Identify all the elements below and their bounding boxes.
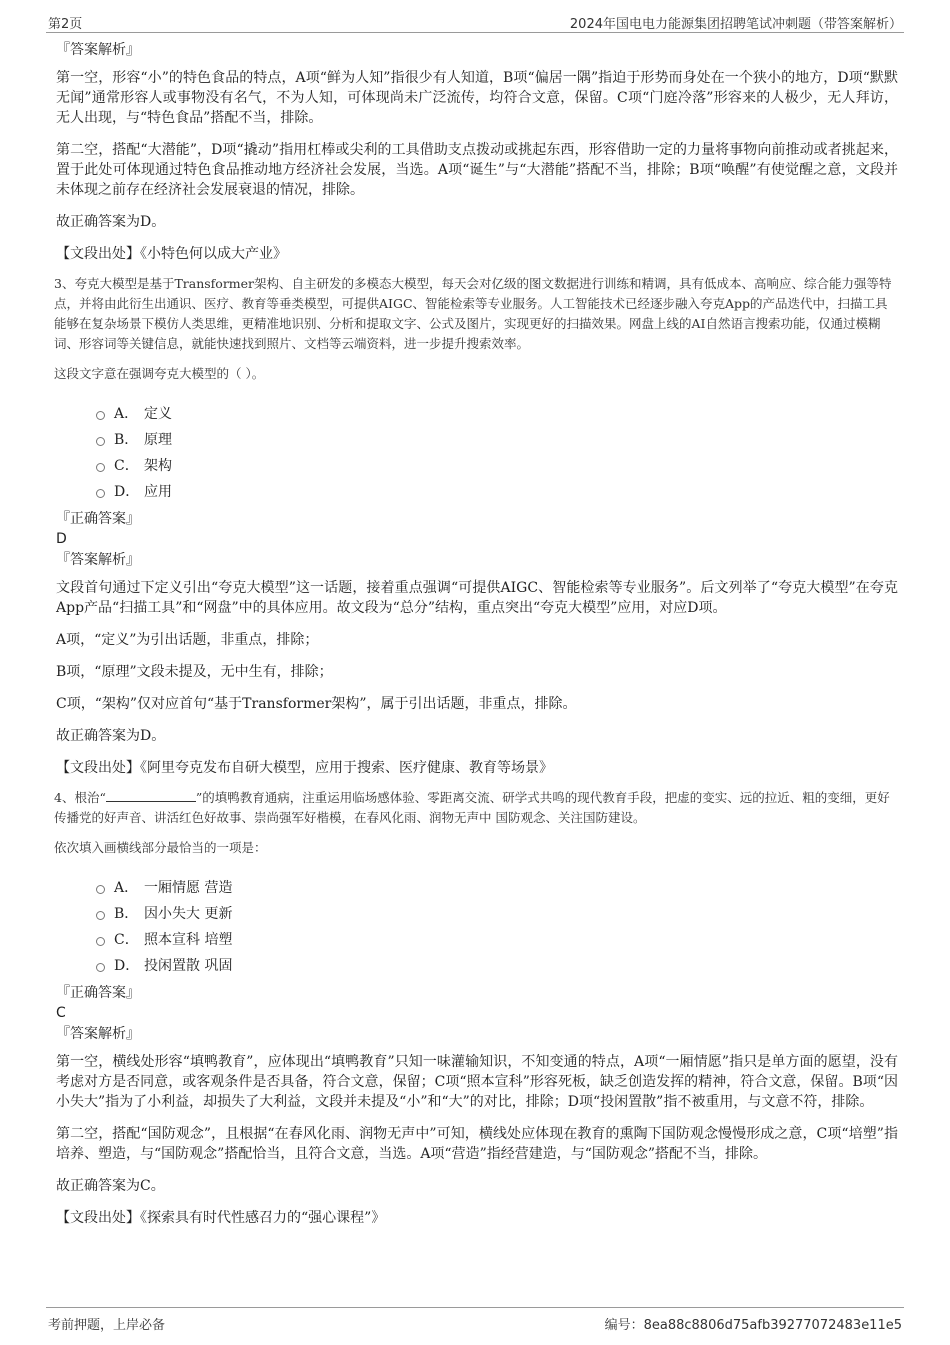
q4-prefix: 4、根治“ <box>54 790 106 805</box>
q3-analysis-label: 『答案解析』 <box>56 552 140 568</box>
option-letter: D． <box>114 958 140 974</box>
q3-answer-label: 『正确答案』 <box>56 511 140 527</box>
document-title: 2024年国电电力能源集团招聘笔试冲刺题（带答案解析） <box>569 17 902 32</box>
q3-option-b[interactable] <box>96 426 898 452</box>
q4-analysis-para-1: 第一空，横线处形容“填鸭教育”，应体现出“填鸭教育”只知一味灌输知识，不知变通的特点，A项“一厢情愿”指只是单方面的愿望，没有考虑对方是否同意，或客观条件是否具备，符合文意，保留；C项“照本宣科”形容死板，缺乏创造发挥的精神，符合文意，保留。B项“因小失大”指为了小利益，却损失了大利益，文段并未提及“小”和“大”的对比，排除；D项“投闲置散”指不被重用，与文意不符，排除。 <box>56 1054 898 1110</box>
q2-source: 【文段出处】《小特色何以成大产业》 <box>56 246 287 262</box>
option-text: 一厢情愿 营造 <box>144 880 233 896</box>
page-header <box>46 10 904 33</box>
q4-analysis-para-3: 故正确答案为C。 <box>56 1178 165 1194</box>
page-content <box>56 40 898 1238</box>
q4-option-b[interactable] <box>96 900 898 926</box>
q3-option-c[interactable] <box>96 452 898 478</box>
footer-slogan: 考前押题，上岸必备 <box>48 1318 166 1333</box>
q3-analysis-para-2: A项，“定义”为引出话题，非重点，排除； <box>56 632 319 648</box>
q4-answer: C <box>56 1005 66 1021</box>
radio-icon[interactable] <box>96 437 105 446</box>
document-code: 编号：8ea88c8806d75afb39277072483e11e5 <box>604 1318 902 1333</box>
option-text: 投闲置散 巩固 <box>144 958 233 974</box>
option-letter: A． <box>114 880 139 896</box>
option-text: 照本宣科 培塑 <box>144 932 233 948</box>
q3-answer: D <box>56 531 67 547</box>
option-text: 定义 <box>144 406 172 422</box>
q2-analysis-para-3: 故正确答案为D。 <box>56 214 166 230</box>
q4-analysis-para-2: 第二空，搭配“国防观念”，且根据“在春风化雨、润物无声中”可知，横线处应体现在教育的熏陶下国防观念慢慢形成之意，C项“培塑”指培养、塑造，与“国防观念”搭配恰当，且符合文意，当选。A项“营造”指经营建造，与“国防观念”搭配不当，排除。 <box>56 1126 898 1162</box>
q2-analysis-label: 『答案解析』 <box>56 42 140 58</box>
q4-option-d[interactable] <box>96 952 898 978</box>
radio-icon[interactable] <box>96 911 105 920</box>
q4-stem: 依次填入画横线部分最恰当的一项是： <box>54 840 267 855</box>
option-letter: B． <box>114 906 139 922</box>
q3-analysis-para-3: B项，“原理”文段未提及，无中生有，排除； <box>56 664 333 680</box>
q3-option-d[interactable] <box>96 478 898 504</box>
q3-analysis-para-1: 文段首句通过下定义引出“夸克大模型”这一话题，接着重点强调“可提供AIGC、智能检索等专业服务”。后文列举了“夸克大模型”在夸克App产品“扫描工具”和“网盘”中的具体应用。故文段为“总分”结构，重点突出“夸克大模型”应用，对应D项。 <box>56 580 898 616</box>
radio-icon[interactable] <box>96 411 105 420</box>
option-letter: C． <box>114 932 139 948</box>
radio-icon[interactable] <box>96 937 105 946</box>
q4-options <box>96 874 898 978</box>
q3-options <box>96 400 898 504</box>
q4-analysis-label: 『答案解析』 <box>56 1026 140 1042</box>
option-letter: C． <box>114 458 139 474</box>
q3-stem: 这段文字意在强调夸克大模型的（ ）。 <box>54 366 265 381</box>
radio-icon[interactable] <box>96 463 105 472</box>
q3-analysis-para-4: C项，“架构”仅对应首句“基于Transformer架构”，属于引出话题，非重点，排除。 <box>56 696 577 712</box>
q3-analysis-para-5: 故正确答案为D。 <box>56 728 166 744</box>
option-text: 架构 <box>144 458 172 474</box>
q2-analysis-para-1: 第一空，形容“小”的特色食品的特点，A项“鲜为人知”指很少有人知道，B项“偏居一隅”指迫于形势而身处在一个狭小的地方，D项“默默无闻”通常形容人或事物没有名气，不为人知，可体现尚未广泛流传，均符合文意，保留。C项“门庭冷落”形容来的人极少，无人拜访，无人出现，与“特色食品”搭配不当，排除。 <box>56 70 898 126</box>
fill-blank <box>106 789 196 802</box>
option-letter: A． <box>114 406 139 422</box>
q3-question-text: 3、夸克大模型是基于Transformer架构、自主研发的多模态大模型，每天会对亿级的图文数据进行训练和精调，具有低成本、高响应、综合能力强等特点，并将由此衍生出通识、医疗、教育等垂类模型，可提供AIGC、智能检索等专业服务。人工智能技术已经逐步融入夸克App的产品迭代中，扫描工具能够在复杂场景下模仿人类思维，更精准地识别、分析和提取文字、公式及图片，实现更好的扫描效果。网盘上线的AI自然语言搜索功能，仅通过模糊词、形容词等关键信息，就能快速找到照片、文档等云端资料，进一步提升搜索效率。 <box>54 276 892 351</box>
option-text: 应用 <box>144 484 172 500</box>
q4-source: 【文段出处】《探索具有时代性感召力的“强心课程”》 <box>56 1210 386 1226</box>
option-text: 因小失大 更新 <box>144 906 233 922</box>
radio-icon[interactable] <box>96 489 105 498</box>
q4-suffix: ”的填鸭教育通病，注重运用临场感体验、零距离交流、研学式共鸣的现代教育手段，把虚的变实、远的拉近、粗的变细，更好传播党的好声音、讲活红色好故事、崇尚强军好楷模，在春风化雨、润物无声中 国防观念、关注国防建设。 <box>54 790 890 825</box>
radio-icon[interactable] <box>96 885 105 894</box>
page-footer <box>46 1307 904 1334</box>
q4-question-text <box>54 788 898 828</box>
q2-analysis-para-2: 第二空，搭配“大潜能”，D项“撬动”指用杠棒或尖利的工具借助支点拨动或挑起东西，形容借助一定的力量将事物向前推动或者挑起来，置于此处可体现通过特色食品推动地方经济社会发展，当选。A项“诞生”与“大潜能”搭配不当，排除；B项“唤醒”有使觉醒之意，文段并未体现之前存在经济社会发展衰退的情况，排除。 <box>56 142 898 198</box>
q3-source: 【文段出处】《阿里夸克发布自研大模型，应用于搜索、医疗健康、教育等场景》 <box>56 760 553 776</box>
option-letter: B． <box>114 432 139 448</box>
option-text: 原理 <box>144 432 172 448</box>
option-letter: D． <box>114 484 140 500</box>
q4-answer-label: 『正确答案』 <box>56 985 140 1001</box>
q4-option-a[interactable] <box>96 874 898 900</box>
page-number: 第2页 <box>48 17 83 32</box>
radio-icon[interactable] <box>96 963 105 972</box>
q4-option-c[interactable] <box>96 926 898 952</box>
q3-option-a[interactable] <box>96 400 898 426</box>
